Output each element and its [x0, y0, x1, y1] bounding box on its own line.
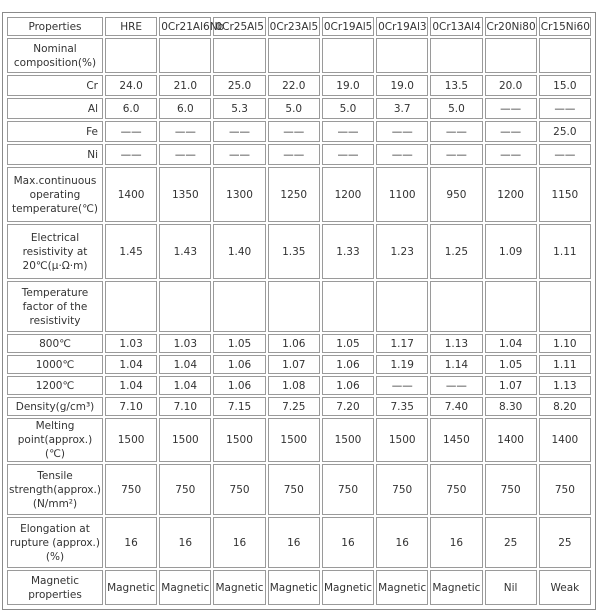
table-cell: [105, 281, 157, 332]
table-cell: 1.25: [430, 224, 482, 279]
table-cell: 1400: [105, 167, 157, 222]
table-cell: 16: [430, 517, 482, 568]
table-cell: ——: [268, 121, 320, 142]
table-row: [7, 167, 591, 222]
row-label: 1000℃: [7, 355, 103, 374]
table-cell: 1.45: [105, 224, 157, 279]
table-cell: ——: [485, 98, 537, 119]
table-cell: 7.20: [322, 397, 374, 416]
table-cell: 1.14: [430, 355, 482, 374]
table-cell: 950: [430, 167, 482, 222]
table-cell: 1.05: [213, 334, 265, 353]
table-cell: 25.0: [539, 121, 591, 142]
header-0cr19al3: 0Cr19Al3: [376, 17, 428, 36]
alloy-properties-table: [5, 15, 593, 607]
table-cell: 750: [213, 464, 265, 515]
row-label: Electrical resistivity at 20℃(μ·Ω·m): [7, 224, 103, 279]
table-cell: ——: [322, 121, 374, 142]
row-label: Al: [7, 98, 103, 119]
table-cell: 750: [430, 464, 482, 515]
table-cell: 6.0: [159, 98, 211, 119]
table-cell: ——: [159, 144, 211, 165]
table-cell: 1.06: [213, 355, 265, 374]
table-header-row: [7, 17, 591, 36]
table-cell: 1.40: [213, 224, 265, 279]
row-label: 800℃: [7, 334, 103, 353]
header-0cr13al4: 0Cr13Al4: [430, 17, 482, 36]
table-cell: 8.30: [485, 397, 537, 416]
table-cell: 1150: [539, 167, 591, 222]
table-cell: 1.19: [376, 355, 428, 374]
table-cell: [376, 281, 428, 332]
table-row: [7, 517, 591, 568]
table-cell: [159, 281, 211, 332]
header-cr15ni60: Cr15Ni60: [539, 17, 591, 36]
table-cell: 1500: [376, 418, 428, 462]
table-cell: Magnetic: [213, 570, 265, 605]
table-cell: [430, 38, 482, 73]
table-cell: 1400: [485, 418, 537, 462]
header-properties: Properties: [7, 17, 103, 36]
table-cell: ——: [105, 144, 157, 165]
table-cell: [376, 38, 428, 73]
table-cell: 1.08: [268, 376, 320, 395]
table-cell: 1.35: [268, 224, 320, 279]
table-cell: 1300: [213, 167, 265, 222]
table-cell: [539, 281, 591, 332]
row-label: Temperature factor of the resistivity: [7, 281, 103, 332]
table-cell: Magnetic: [268, 570, 320, 605]
table-cell: ——: [322, 144, 374, 165]
table-cell: [539, 38, 591, 73]
table-cell: Magnetic: [322, 570, 374, 605]
table-row: [7, 334, 591, 353]
table-cell: ——: [430, 144, 482, 165]
header-0cr23al5: 0Cr23Al5: [268, 17, 320, 36]
table-row: [7, 224, 591, 279]
table-cell: 750: [159, 464, 211, 515]
table-cell: 7.40: [430, 397, 482, 416]
table-cell: [268, 281, 320, 332]
table-cell: ——: [376, 121, 428, 142]
table-cell: 19.0: [376, 75, 428, 96]
table-cell: 16: [213, 517, 265, 568]
table-row: [7, 121, 591, 142]
table-cell: ——: [159, 121, 211, 142]
table-cell: 750: [105, 464, 157, 515]
table-cell: [430, 281, 482, 332]
table-cell: 1.06: [268, 334, 320, 353]
table-cell: 1.11: [539, 355, 591, 374]
table-row: [7, 75, 591, 96]
row-label: Nominal composition(%): [7, 38, 103, 73]
table-cell: 1.05: [322, 334, 374, 353]
table-cell: Magnetic: [430, 570, 482, 605]
table-cell: 1.04: [105, 355, 157, 374]
table-cell: [485, 281, 537, 332]
table-row: [7, 464, 591, 515]
table-cell: ——: [485, 121, 537, 142]
table-row: [7, 570, 591, 605]
table-cell: 8.20: [539, 397, 591, 416]
table-cell: 25.0: [213, 75, 265, 96]
table-cell: 750: [539, 464, 591, 515]
table-cell: 1.04: [485, 334, 537, 353]
table-cell: [322, 281, 374, 332]
row-label: Melting point(approx.)(℃): [7, 418, 103, 462]
table-cell: 1.06: [322, 376, 374, 395]
table-cell: 1350: [159, 167, 211, 222]
table-cell: 16: [105, 517, 157, 568]
table-cell: 5.3: [213, 98, 265, 119]
row-label: Elongation at rupture (approx.)(%): [7, 517, 103, 568]
table-cell: [485, 38, 537, 73]
row-label: Density(g/cm³): [7, 397, 103, 416]
table-cell: [213, 38, 265, 73]
table-cell: 1.13: [430, 334, 482, 353]
row-label: Magnetic properties: [7, 570, 103, 605]
table-cell: Magnetic: [105, 570, 157, 605]
table-cell: Nil: [485, 570, 537, 605]
table-row: [7, 281, 591, 332]
table-cell: 1.07: [485, 376, 537, 395]
table-cell: 1200: [322, 167, 374, 222]
table-cell: Weak: [539, 570, 591, 605]
table-cell: 15.0: [539, 75, 591, 96]
table-cell: ——: [268, 144, 320, 165]
table-row: [7, 418, 591, 462]
table-cell: 1400: [539, 418, 591, 462]
table-cell: [105, 38, 157, 73]
table-cell: 16: [268, 517, 320, 568]
row-label: Tensile strength(approx.) (N/mm²): [7, 464, 103, 515]
table-cell: 1.10: [539, 334, 591, 353]
table-cell: 1.05: [485, 355, 537, 374]
table-cell: 16: [322, 517, 374, 568]
table-cell: 24.0: [105, 75, 157, 96]
table-cell: 1.04: [159, 355, 211, 374]
header-0cr21al6nb: 0Cr21Al6Nb: [159, 17, 211, 36]
table-cell: 16: [376, 517, 428, 568]
row-label: Ni: [7, 144, 103, 165]
table-cell: ——: [213, 121, 265, 142]
table-cell: [268, 38, 320, 73]
table-cell: 750: [376, 464, 428, 515]
table-cell: 1.07: [268, 355, 320, 374]
header-0cr25al5: 0Cr25Al5: [213, 17, 265, 36]
table-cell: 25: [539, 517, 591, 568]
table-cell: 1.43: [159, 224, 211, 279]
table-row: [7, 38, 591, 73]
table-cell: 1500: [268, 418, 320, 462]
table-cell: ——: [539, 144, 591, 165]
table-cell: Magnetic: [159, 570, 211, 605]
table-cell: 6.0: [105, 98, 157, 119]
row-label: Max.continuous operating temperature(℃): [7, 167, 103, 222]
table-cell: 16: [159, 517, 211, 568]
header-hre: HRE: [105, 17, 157, 36]
table-cell: 7.25: [268, 397, 320, 416]
header-cr20ni80: Cr20Ni80: [485, 17, 537, 36]
table-cell: 1.13: [539, 376, 591, 395]
table-cell: 1500: [213, 418, 265, 462]
table-cell: ——: [485, 144, 537, 165]
table-cell: 1.33: [322, 224, 374, 279]
table-cell: 1.11: [539, 224, 591, 279]
table-cell: 13.5: [430, 75, 482, 96]
row-label: Fe: [7, 121, 103, 142]
table-cell: 22.0: [268, 75, 320, 96]
table-row: [7, 144, 591, 165]
table-cell: 1500: [159, 418, 211, 462]
table-cell: 20.0: [485, 75, 537, 96]
table-cell: 1250: [268, 167, 320, 222]
table-cell: 1200: [485, 167, 537, 222]
table-cell: 1.03: [105, 334, 157, 353]
table-cell: ——: [376, 144, 428, 165]
table-cell: 1.03: [159, 334, 211, 353]
table-cell: ——: [430, 121, 482, 142]
table-row: [7, 355, 591, 374]
header-0cr19al5: 0Cr19Al5: [322, 17, 374, 36]
table-cell: 21.0: [159, 75, 211, 96]
table-cell: 3.7: [376, 98, 428, 119]
table-cell: 1.06: [322, 355, 374, 374]
table-cell: 7.10: [105, 397, 157, 416]
table-cell: 7.35: [376, 397, 428, 416]
table-cell: 750: [485, 464, 537, 515]
table-cell: 1500: [322, 418, 374, 462]
table-cell: [322, 38, 374, 73]
properties-table-frame: [2, 12, 596, 610]
table-cell: 5.0: [268, 98, 320, 119]
table-cell: ——: [376, 376, 428, 395]
table-cell: ——: [213, 144, 265, 165]
table-row: [7, 397, 591, 416]
table-cell: 5.0: [322, 98, 374, 119]
table-cell: 750: [322, 464, 374, 515]
row-label: Cr: [7, 75, 103, 96]
table-row: [7, 98, 591, 119]
table-cell: ——: [430, 376, 482, 395]
table-cell: 1.09: [485, 224, 537, 279]
table-cell: 1500: [105, 418, 157, 462]
table-cell: 1.17: [376, 334, 428, 353]
table-cell: 1.04: [159, 376, 211, 395]
table-cell: 1.04: [105, 376, 157, 395]
table-cell: ——: [539, 98, 591, 119]
table-row: [7, 376, 591, 395]
table-cell: 1450: [430, 418, 482, 462]
table-cell: [159, 38, 211, 73]
table-cell: 7.10: [159, 397, 211, 416]
table-cell: 1100: [376, 167, 428, 222]
row-label: 1200℃: [7, 376, 103, 395]
table-cell: 750: [268, 464, 320, 515]
table-cell: Magnetic: [376, 570, 428, 605]
table-cell: 25: [485, 517, 537, 568]
table-cell: 7.15: [213, 397, 265, 416]
table-cell: [213, 281, 265, 332]
table-cell: 5.0: [430, 98, 482, 119]
table-cell: ——: [105, 121, 157, 142]
table-cell: 1.23: [376, 224, 428, 279]
table-cell: 19.0: [322, 75, 374, 96]
table-cell: 1.06: [213, 376, 265, 395]
